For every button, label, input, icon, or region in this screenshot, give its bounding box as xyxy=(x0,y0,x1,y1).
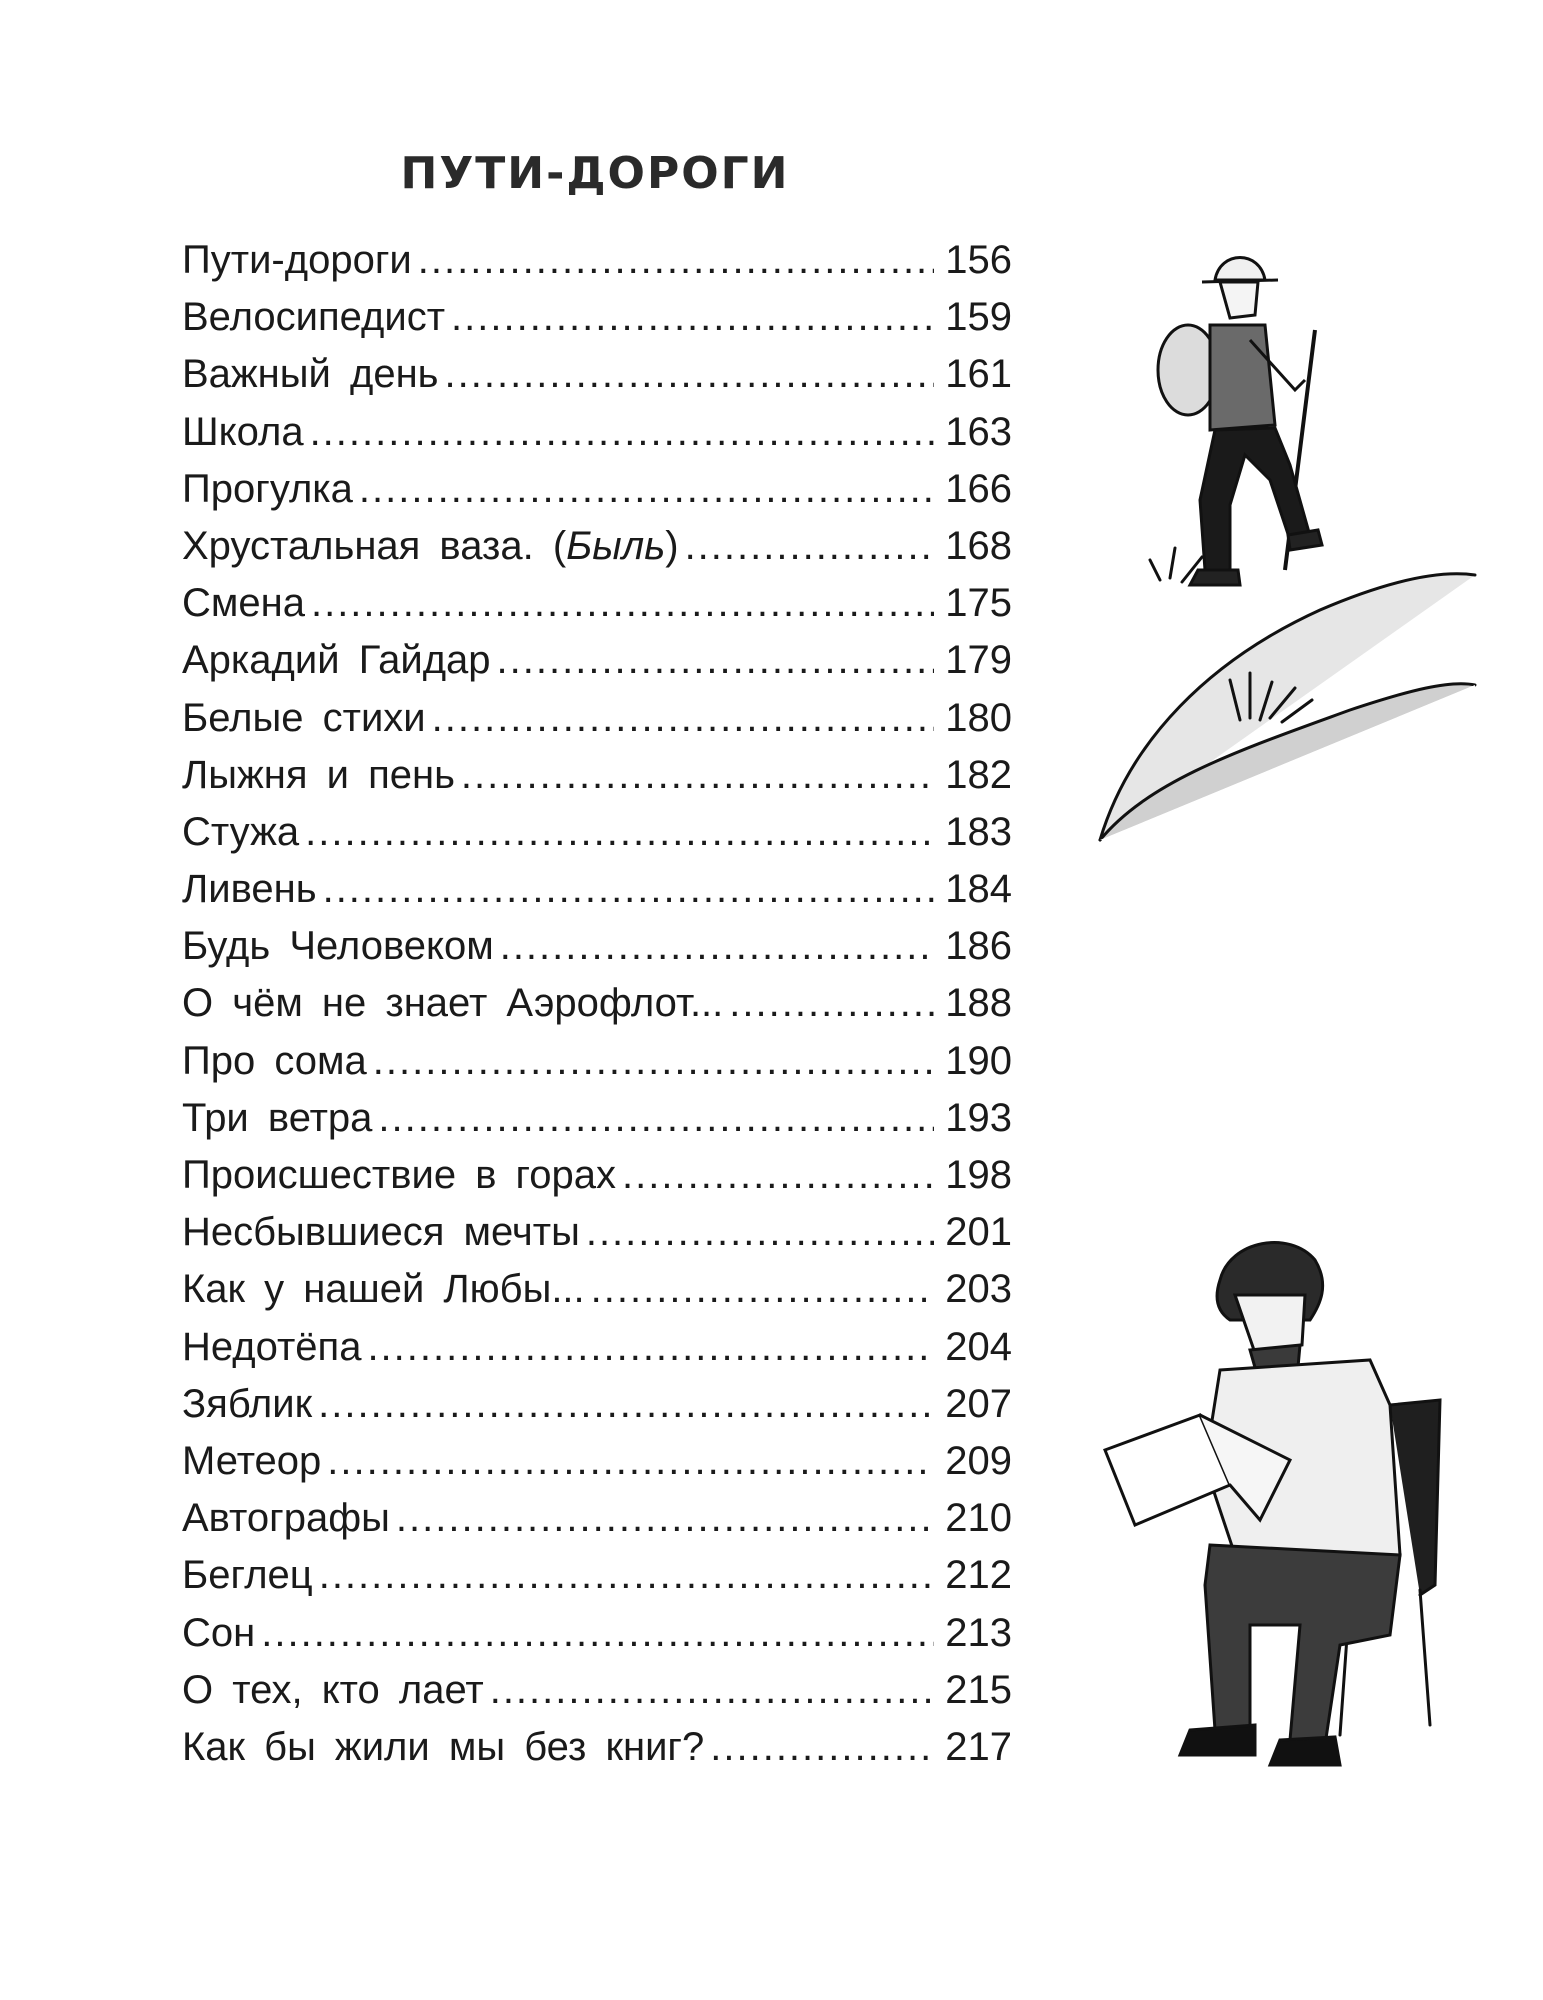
toc-entry-title: Зяблик xyxy=(182,1381,313,1426)
dot-leader xyxy=(311,575,934,632)
toc-entry-page-number: 156 xyxy=(945,238,1012,282)
toc-entry-title: Метеор xyxy=(182,1438,322,1483)
toc-entry-title: Сон xyxy=(182,1610,256,1655)
toc-entry[interactable] xyxy=(182,518,1012,575)
toc-entry[interactable] xyxy=(182,1490,1012,1547)
dot-leader xyxy=(378,1090,934,1147)
dot-leader xyxy=(685,518,934,575)
toc-entry-page-number: 183 xyxy=(945,809,1012,854)
toc-entry-title: Лыжня и пень xyxy=(182,752,455,797)
toc-entry-page-number: 213 xyxy=(945,1610,1012,1655)
toc-entry[interactable] xyxy=(182,804,1012,861)
toc-entry-page-number: 190 xyxy=(945,1038,1012,1083)
toc-entry-title: Белые стихи xyxy=(182,695,426,740)
dot-leader xyxy=(432,690,934,747)
toc-entry-title: Школа xyxy=(182,409,304,454)
toc-entry-title: Как у нашей Любы... xyxy=(182,1267,585,1312)
table-of-contents xyxy=(182,232,1012,1776)
toc-entry-page-number: 161 xyxy=(945,352,1012,397)
toc-entry-page-number: 198 xyxy=(945,1153,1012,1197)
dot-leader xyxy=(497,632,934,689)
dot-leader xyxy=(500,918,934,975)
dot-leader xyxy=(261,1605,934,1662)
toc-entry-page-number: 188 xyxy=(945,981,1012,1026)
toc-entry[interactable] xyxy=(182,690,1012,747)
section-title: ПУТИ-ДОРОГИ xyxy=(400,148,790,199)
dot-leader xyxy=(367,1319,934,1376)
dot-leader xyxy=(359,461,934,518)
toc-entry[interactable] xyxy=(182,1090,1012,1147)
toc-entry-title: Про сома xyxy=(182,1038,367,1083)
toc-entry-title: Происшествие в горах xyxy=(182,1153,617,1197)
toc-entry-page-number: 186 xyxy=(945,924,1012,969)
dot-leader xyxy=(310,404,934,461)
toc-entry[interactable] xyxy=(182,632,1012,689)
toc-entry-title: Ливень xyxy=(182,867,317,912)
dot-leader xyxy=(710,1719,934,1776)
toc-entry-title: Стужа xyxy=(182,809,300,854)
toc-entry-title: О тех, кто лает xyxy=(182,1667,484,1712)
toc-entry[interactable] xyxy=(182,975,1012,1032)
toc-entry[interactable] xyxy=(182,1376,1012,1433)
toc-entry-title: Смена xyxy=(182,581,305,626)
dot-leader xyxy=(451,289,934,346)
toc-entry-page-number: 193 xyxy=(945,1095,1012,1140)
boy-reading-on-chair-illustration xyxy=(1090,1225,1480,1770)
toc-entry[interactable] xyxy=(182,1605,1012,1662)
toc-entry-title: О чём не знает Аэрофлот... xyxy=(182,981,724,1026)
toc-entry-title: Аркадий Гайдар xyxy=(182,638,491,683)
toc-entry-page-number: 201 xyxy=(945,1210,1012,1255)
toc-entry[interactable] xyxy=(182,346,1012,403)
dot-leader xyxy=(418,232,934,289)
toc-entry[interactable] xyxy=(182,404,1012,461)
toc-entry[interactable] xyxy=(182,1033,1012,1090)
dot-leader xyxy=(622,1147,934,1204)
toc-entry[interactable] xyxy=(182,1147,1012,1204)
toc-entry[interactable] xyxy=(182,1547,1012,1604)
dot-leader xyxy=(318,1376,934,1433)
toc-entry-title: Пути-дороги xyxy=(182,238,412,282)
toc-entry-page-number: 175 xyxy=(945,581,1012,626)
toc-entry-page-number: 210 xyxy=(945,1496,1012,1541)
toc-entry[interactable] xyxy=(182,1204,1012,1261)
toc-entry-page-number: 168 xyxy=(945,523,1012,568)
toc-entry-title: Беглец xyxy=(182,1553,313,1598)
dot-leader xyxy=(396,1490,934,1547)
dot-leader xyxy=(319,1547,934,1604)
dot-leader xyxy=(323,861,934,918)
toc-entry[interactable] xyxy=(182,861,1012,918)
toc-entry[interactable] xyxy=(182,747,1012,804)
dot-leader xyxy=(445,346,935,403)
toc-entry-page-number: 184 xyxy=(945,867,1012,912)
dot-leader xyxy=(591,1261,934,1318)
toc-entry-title: Несбывшиеся мечты xyxy=(182,1210,580,1255)
toc-entry-title: Будь Человеком xyxy=(182,924,494,969)
toc-entry-page-number: 204 xyxy=(945,1324,1012,1369)
toc-entry-page-number: 182 xyxy=(945,752,1012,797)
toc-entry[interactable] xyxy=(182,575,1012,632)
toc-entry-title: Три ветра xyxy=(182,1095,373,1140)
toc-entry-title: Хрустальная ваза. (Быль) xyxy=(182,523,679,568)
dot-leader xyxy=(729,975,934,1032)
toc-entry[interactable] xyxy=(182,918,1012,975)
dot-leader xyxy=(305,804,934,861)
hiker-on-hill-illustration xyxy=(1090,240,1480,850)
toc-entry-page-number: 207 xyxy=(945,1381,1012,1426)
toc-entry-page-number: 209 xyxy=(945,1438,1012,1483)
toc-entry[interactable] xyxy=(182,289,1012,346)
toc-entry[interactable] xyxy=(182,461,1012,518)
dot-leader xyxy=(461,747,934,804)
toc-entry-page-number: 159 xyxy=(945,295,1012,340)
dot-leader xyxy=(373,1033,934,1090)
toc-entry-page-number: 163 xyxy=(945,409,1012,454)
toc-entry-title: Велосипедист xyxy=(182,295,446,340)
toc-entry-page-number: 203 xyxy=(945,1267,1012,1312)
toc-entry-page-number: 180 xyxy=(945,695,1012,740)
toc-entry-title: Прогулка xyxy=(182,466,353,511)
dot-leader xyxy=(490,1662,934,1719)
toc-entry[interactable] xyxy=(182,1719,1012,1776)
toc-entry-title: Автографы xyxy=(182,1496,390,1541)
dot-leader xyxy=(327,1433,934,1490)
toc-entry[interactable] xyxy=(182,232,1012,289)
toc-entry-title: Как бы жили мы без книг? xyxy=(182,1724,705,1769)
toc-entry-page-number: 215 xyxy=(945,1667,1012,1712)
toc-entry-page-number: 217 xyxy=(945,1724,1012,1769)
toc-entry-title: Недотёпа xyxy=(182,1324,362,1369)
dot-leader xyxy=(586,1204,934,1261)
toc-entry-title: Важный день xyxy=(182,352,439,397)
toc-entry[interactable] xyxy=(182,1433,1012,1490)
toc-entry-page-number: 166 xyxy=(945,466,1012,511)
toc-entry[interactable] xyxy=(182,1662,1012,1719)
toc-entry-page-number: 212 xyxy=(945,1553,1012,1598)
toc-entry[interactable] xyxy=(182,1261,1012,1318)
toc-entry[interactable] xyxy=(182,1319,1012,1376)
toc-entry-page-number: 179 xyxy=(945,638,1012,683)
